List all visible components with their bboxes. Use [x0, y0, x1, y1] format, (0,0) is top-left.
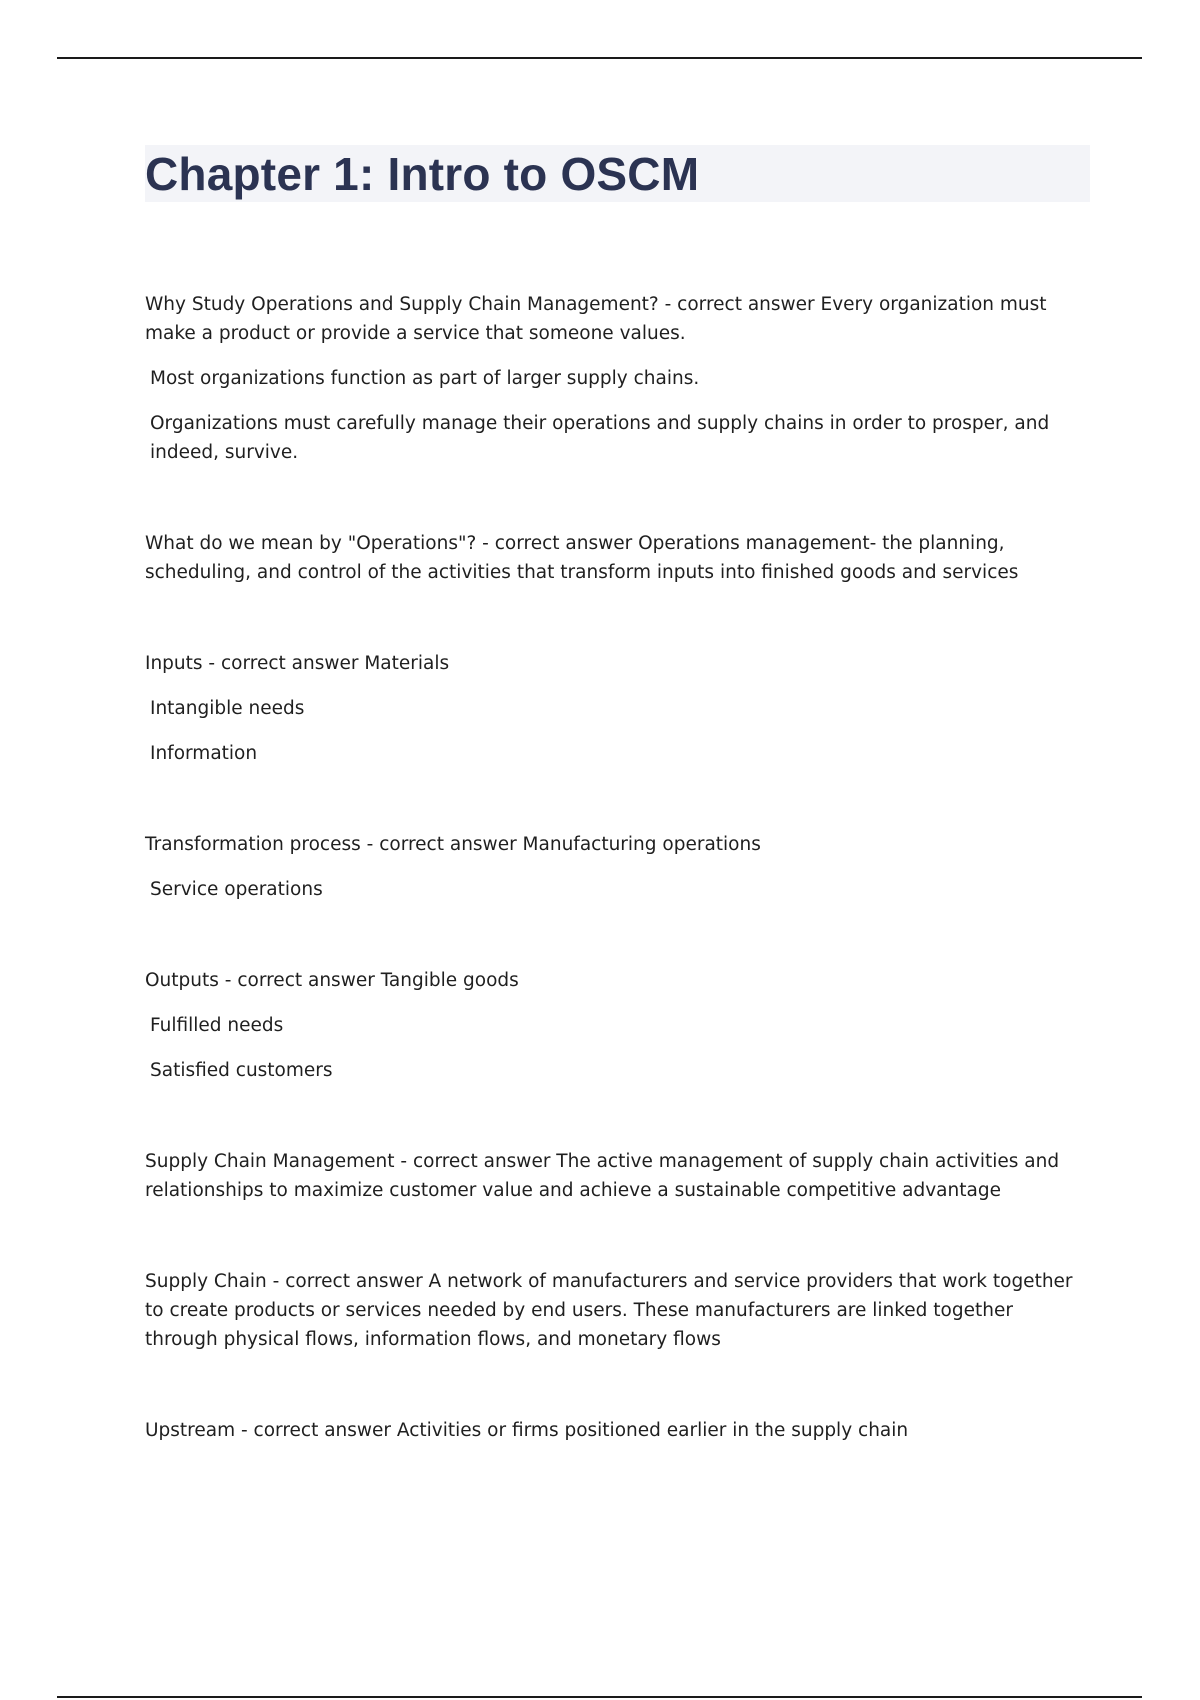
entry-text: Fulfilled needs: [150, 1015, 284, 1036]
entry-text: Upstream - correct answer Activities or firms positioned earlier in the supply chain: [145, 1420, 909, 1441]
entry-text: Outputs - correct answer Tangible goods: [145, 970, 519, 991]
qa-entry-scm: [145, 1147, 1090, 1205]
bottom-rule: [57, 1696, 1142, 1698]
entry-text: Inputs - correct answer Materials: [145, 653, 450, 674]
qa-list: [145, 290, 1090, 1445]
entry-text: Supply Chain - correct answer A network of manufacturers and service providers that work together to create products or services needed by end users. These manufacturers are linked together through physical flows, information flows, and monetary flows: [145, 1271, 1073, 1350]
entry-text: Most organizations function as part of larger supply chains.: [150, 368, 700, 389]
qa-entry-supply-chain: [145, 1267, 1090, 1354]
entry-text: Information: [150, 743, 258, 764]
entry-text: What do we mean by "Operations"? - correct answer Operations management- the planning, scheduling, and control of the activities that transform inputs into finished goods and services: [145, 533, 1019, 583]
top-rule: [57, 57, 1142, 59]
qa-entry-operations: [145, 529, 1090, 587]
entry-text: Transformation process - correct answer Manufacturing operations: [145, 834, 761, 855]
qa-entry-transformation: [145, 830, 1090, 904]
page-title: Chapter 1: Intro to OSCM: [145, 147, 700, 200]
qa-entry-inputs: [145, 649, 1090, 768]
qa-entry-outputs: [145, 966, 1090, 1085]
qa-entry-why-study: [145, 290, 1090, 467]
entry-text: Supply Chain Management - correct answer The active management of supply chain activities and relationships to maximize customer value and achieve a sustainable competitive advantage: [145, 1151, 1060, 1201]
qa-entry-upstream: [145, 1416, 1090, 1445]
entry-text: Service operations: [150, 879, 323, 900]
page-content: [145, 145, 1090, 1507]
entry-text: Satisfied customers: [150, 1060, 333, 1081]
entry-text: Organizations must carefully manage their operations and supply chains in order to prosper, and indeed, survive.: [150, 413, 1050, 463]
entry-text: Why Study Operations and Supply Chain Management? - correct answer Every organization must make a product or provide a service that someone values.: [145, 294, 1047, 344]
title-band: [145, 145, 1090, 202]
entry-text: Intangible needs: [150, 698, 305, 719]
